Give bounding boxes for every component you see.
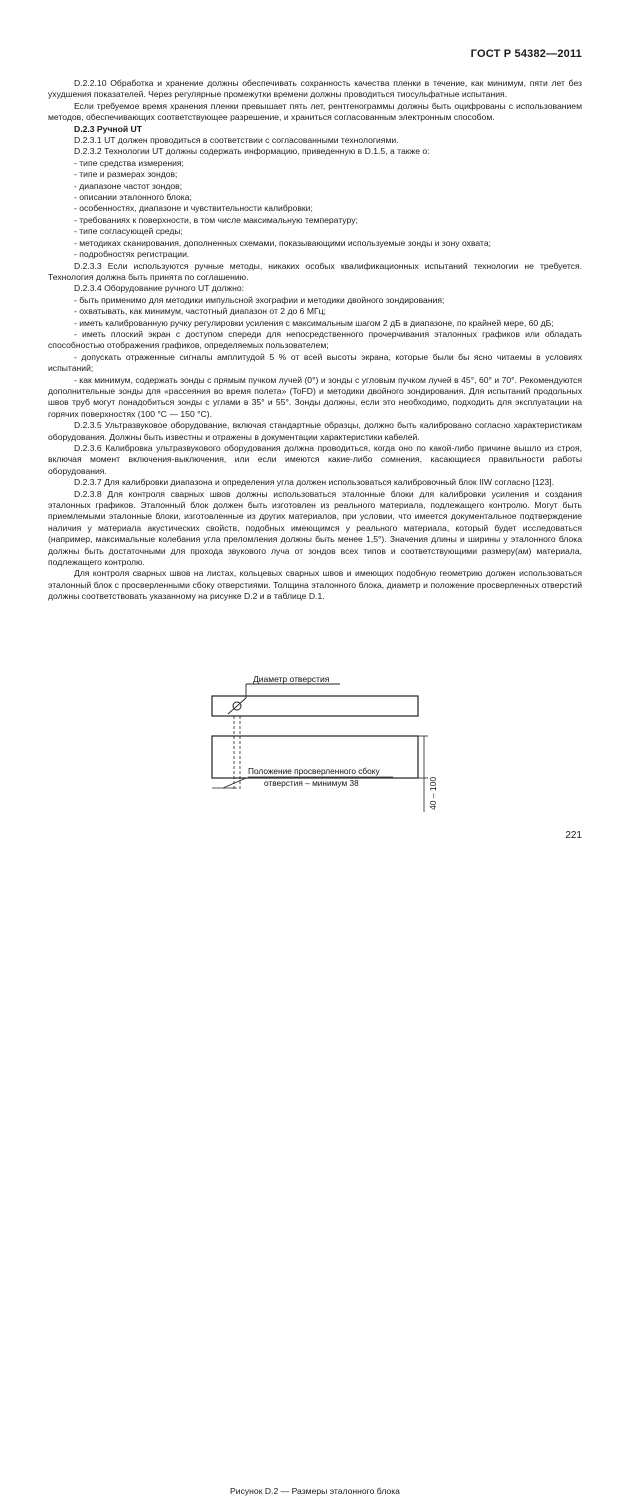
paragraph: D.2.2.10 Обработка и хранение должны обеспечивать сохранность качества пленки в течение, как минимум, пяти лет без ухудшения показателей. Через регулярные промежутки времени должны проводиться тиосульфатные испытания.	[48, 78, 582, 100]
list-item: - допускать отраженные сигналы амплитудой 5 % от всей высоты экрана, которые были бы ясно читаемы в условиях испытаний;	[48, 351, 582, 374]
paragraph: D.2.3.2 Технологии UT должны содержать информацию, приведенную в D.1.5, а также о:	[74, 146, 430, 157]
paragraph: Для контроля сварных швов на листах, кольцевых сварных швов и имеющих подобную геометрию должен использоваться эталонный блок с просверленными сбоку отверстиями. Толщина эталонного блока, диаметр и положение просверленных отверстий должны соответствовать указанному на рисунке D.2 и в таблице D.1.	[48, 568, 582, 602]
paragraph: D.2.3.7 Для калибровки диапазона и определения угла должен использоваться калибровочный блок IIW согласно [123].	[74, 477, 554, 488]
paragraph: Если требуемое время хранения пленки превышает пять лет, рентгенограммы должны быть оцифрованы с использованием методов, обеспечивающих соответствующее разрешение, и храниться согласованным электронным способом.	[48, 100, 582, 123]
block-top-view	[212, 696, 418, 716]
paragraph: D.2.3.4 Оборудование ручного UT должно:	[74, 283, 244, 294]
list-item: - типе средства измерения;	[74, 157, 184, 168]
paragraph: D.2.3.3 Если используются ручные методы, никаких особых квалификационных испытаний технологии не требуется. Технология должна быть принята по соглашению.	[48, 260, 582, 282]
list-item: - диапазоне частот зондов;	[74, 180, 183, 191]
position-dimension-leader	[223, 778, 246, 788]
document-id: ГОСТ Р 54382—2011	[470, 48, 582, 60]
list-item: - описании эталонного блока;	[74, 192, 192, 203]
list-item: - как минимум, содержать зонды с прямым пучком лучей (0°) и зонды с угловым пучком лучей в 45°, 60° и 70°. Рекомендуются дополнительные зонды для «рассеяния во время полета» (ToFD) и методики двойного зондирования. Для испытаний продольных швов труб могут понадобиться зонды с углами в 35° и 55°. Зонды должны, если это необходимо, подходить для эксплуатации на горячих поверхностях (100 °С — 150 °С).	[48, 374, 582, 419]
thickness-label: 40 – 100	[428, 776, 438, 810]
body-text	[48, 78, 582, 603]
position-label-line-2: отверстия – минимум 38	[264, 778, 359, 788]
list-item: - особенностях, диапазоне и чувствительности калибровки;	[74, 203, 313, 214]
figure-caption: Рисунок D.2 — Размеры эталонного блока	[230, 1486, 400, 1496]
list-item: - подробностях регистрации.	[74, 249, 190, 260]
list-item: - типе и размерах зондов;	[74, 169, 178, 180]
paragraph: D.2.3.1 UT должен проводиться в соответствии с согласованными технологиями.	[74, 135, 399, 146]
diameter-label: Диаметр отверстия	[253, 674, 330, 684]
paragraph: D.2.3.8 Для контроля сварных швов должны использоваться эталонные блоки для калибровки усиления и создания эталонных графиков. Эталонный блок должен быть изготовлен из реального материала, подлежащего контролю. Могут быть приемлемыми эталонные блоки, изготовленные из других материалов, при условии, что имеется документальное подтверждение наличия у материала акустических свойств, подобных имеющимся у реального материала, который будет исследоваться (например, максимальные колебания угла преломления должны быть менее 1,5°). Значения длины и ширины у эталонного блока должны быть достаточными для прохода звукового луча от зондов всех типов и соответствующими размеру(ам) материала, подлежащего контролю.	[48, 488, 582, 568]
list-item: - типе согласующей среды;	[74, 226, 183, 237]
list-item: - быть применимо для методики импульсной эхографии и методики двойного зондирования;	[74, 294, 445, 305]
list-item: - требованиях к поверхности, в том числе максимальную температуру;	[74, 214, 358, 225]
reference-block-drawing	[48, 672, 582, 812]
paragraph: D.2.3.5 Ультразвуковое оборудование, включая стандартные образцы, должно быть калибровано согласно характеристикам оборудования. Должны быть известны и отражены в документации характеристики кабелей.	[48, 420, 582, 442]
list-item: - иметь калиброванную ручку регулировки усиления с максимальным шагом 2 дБ в диапазоне, по крайней мере, 60 дБ;	[74, 317, 554, 328]
list-item: - иметь плоский экран с доступом спереди для непосредственного прочерчивания эталонных графиков или обладать способностью отображения графиков, определяемых пользователем;	[48, 328, 582, 351]
list-item: - методиках сканирования, дополненных схемами, показывающими используемые зонды и зону охвата;	[74, 237, 492, 248]
diameter-leader	[228, 698, 246, 714]
section-heading: D.2.3 Ручной UT	[74, 123, 142, 134]
list-item: - охватывать, как минимум, частотный диапазон от 2 до 6 МГц;	[74, 306, 326, 317]
paragraph: D.2.3.6 Калибровка ультразвукового оборудования должна проводиться, когда оно по какой-либо причине вышло из строя, включая момент включения-выключения, или если имеются какие-либо сомнения, касающиеся правильности работы оборудования.	[48, 443, 582, 476]
position-label-line-1: Положение просверленного сбоку	[248, 766, 380, 776]
page-number: 221	[565, 830, 582, 841]
